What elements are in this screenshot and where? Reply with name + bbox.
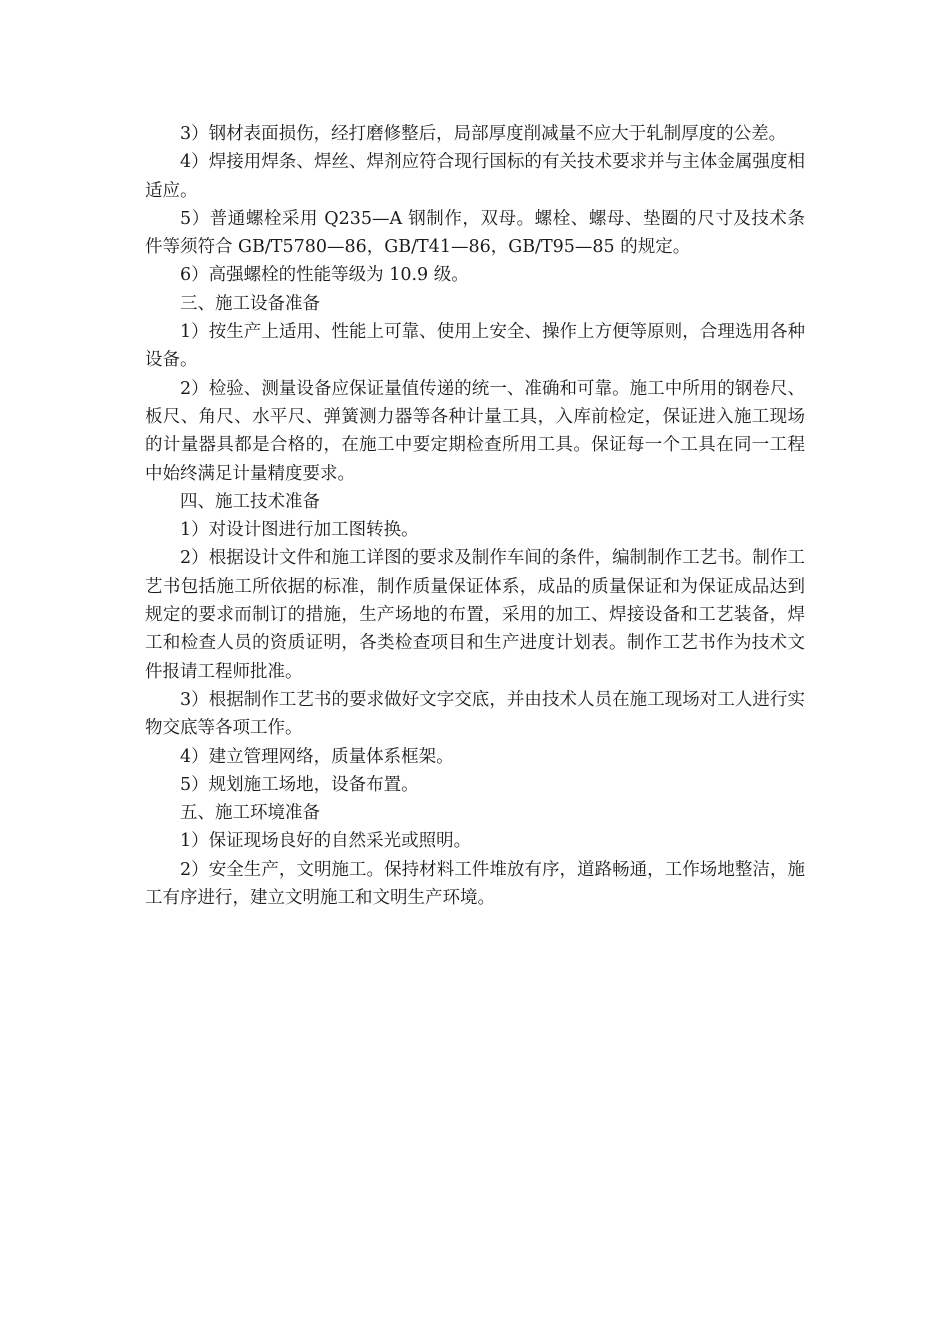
document-body xyxy=(145,120,805,912)
paragraph-equipment-selection: 1）按生产上适用、性能上可靠、使用上安全、操作上方便等原则，合理选用各种设备。 xyxy=(145,322,805,371)
paragraph-steel-surface: 3）钢材表面损伤，经打磨修整后，局部厚度削减量不应大于轧制厚度的公差。 xyxy=(180,124,787,144)
paragraph-briefing: 3）根据制作工艺书的要求做好文字交底，并由技术人员在施工现场对工人进行实物交底等各项工作。 xyxy=(145,689,805,739)
paragraph-process-document: 2）根据设计文件和施工详图的要求及制作车间的条件，编制制作工艺书。制作工艺书包括施工所依据的标准，制作质量保证体系，成品的质量保证和为保证成品达到规定的要求而制订的措施，生产场地的布置，采用的加工、焊接设备和工艺装备，焊工和检查人员的资质证明，各类检查项目和生产进度计划表。制作工艺书作为技术文件报请工程师批准。 xyxy=(145,548,805,682)
paragraph-lighting: 1）保证现场良好的自然采光或照明。 xyxy=(180,831,472,852)
paragraph-welding-materials: 4）焊接用焊条、焊丝、焊剂应符合现行国标的有关技术要求并与主体金属强度相适应。 xyxy=(145,152,805,201)
section-heading-environment: 五、施工环境准备 xyxy=(180,803,320,824)
section-heading-technical: 四、施工技术准备 xyxy=(180,491,320,512)
paragraph-high-strength-bolts: 6）高强螺栓的性能等级为 10.9 级。 xyxy=(180,265,469,286)
paragraph-measuring-equipment: 2）检验、测量设备应保证量值传递的统一、准确和可靠。施工中所用的钢卷尺、板尺、角尺、水平尺、弹簧测力器等各种计量工具，入库前检定，保证进入施工现场的计量器具都是合格的，在施工中要定期检查所用工具。保证每一个工具在同一工程中始终满足计量精度要求。 xyxy=(145,378,805,484)
paragraph-management-network: 4）建立管理网络，质量体系框架。 xyxy=(180,746,454,767)
paragraph-ordinary-bolts: 5）普通螺栓采用 Q235—A 钢制作，双母。螺栓、螺母、垫圈的尺寸及技术条件等须符合 GB/T5780—86，GB/T41—86，GB/T95—85 的规定。 xyxy=(145,208,805,258)
paragraph-drawing-conversion: 1）对设计图进行加工图转换。 xyxy=(180,520,419,541)
paragraph-site-planning: 5）规划施工场地，设备布置。 xyxy=(180,774,419,795)
section-heading-equipment: 三、施工设备准备 xyxy=(180,293,320,314)
paragraph-safety: 2）安全生产，文明施工。保持材料工件堆放有序，道路畅通，工作场地整洁，施工有序进行，建立文明施工和文明生产环境。 xyxy=(145,859,805,909)
